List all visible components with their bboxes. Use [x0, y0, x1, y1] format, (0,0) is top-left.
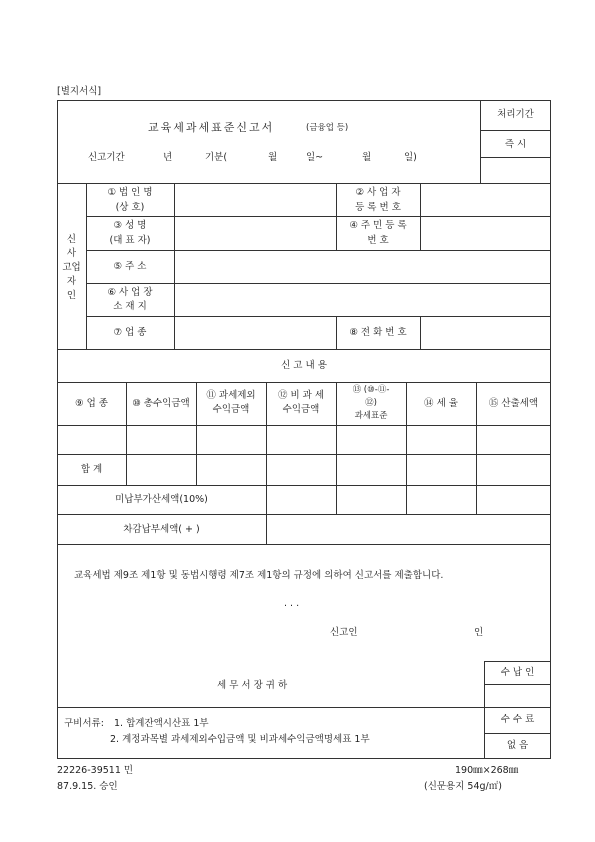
- divider: [420, 316, 421, 349]
- addressee: 세 무 서 장 귀 하: [217, 680, 288, 691]
- reporter-side-label: 인: [66, 290, 77, 301]
- period-day-end: 일): [404, 152, 417, 163]
- col-header-tax-base: ⑬ (⑩-⑪-: [352, 385, 390, 395]
- attachment-item: 1. 합계잔액시산표 1부: [114, 718, 209, 729]
- col-header-computed-tax: ⑮ 산출세액: [488, 398, 539, 409]
- unpaid-penalty-label: 미납부가산세액(10%): [115, 494, 208, 505]
- col-header-nontaxable-sub: 수익금액: [282, 404, 320, 415]
- attachments-label: 구비서류:: [64, 718, 104, 729]
- name-label-sub: (대 표 자): [109, 235, 151, 246]
- reporter-signature-label: 신고인: [330, 627, 358, 638]
- content-header: 신 고 내 용: [281, 360, 327, 371]
- divider: [86, 316, 551, 317]
- col-header-excluded-sub: 수익금액: [212, 404, 250, 415]
- form-title-sub: (금융업 등): [306, 123, 349, 133]
- divider: [480, 157, 551, 158]
- reporter-side-label: 사: [66, 248, 77, 259]
- period-year: 년: [163, 152, 173, 163]
- col-header-total-revenue: ⑩ 총수익금액: [132, 398, 190, 409]
- address-label: ⑤ 주 소: [113, 261, 147, 272]
- period-month-start: 월: [268, 152, 278, 163]
- fee-value: 없 음: [506, 740, 529, 751]
- col-header-excluded: ⑪ 과세제외: [206, 390, 256, 401]
- divider: [86, 283, 551, 284]
- biz-place-label-sub: 소 재 지: [113, 301, 147, 312]
- reporter-side-label: 신: [66, 234, 77, 245]
- net-payable-label: 차감납부세액( + ): [123, 524, 200, 535]
- fee-label: 수 수 료: [500, 714, 535, 725]
- resident-label-sub: 번 호: [367, 235, 389, 246]
- divider: [484, 684, 551, 685]
- col-header-tax-rate: ⑭ 세 율: [424, 398, 458, 409]
- reporter-side-label: 고업: [62, 262, 81, 273]
- corp-name-label: ① 법 인 명: [107, 187, 153, 198]
- total-row-label: 합 계: [80, 464, 103, 475]
- biz-reg-label-sub: 등 록 번 호: [355, 202, 401, 213]
- divider: [420, 183, 421, 250]
- attachment-item: 2. 계정과목별 과세제외수입금액 및 비과세수익금액명세표 1부: [110, 734, 370, 745]
- receipt-label: 수 납 인: [500, 667, 535, 678]
- divider: [57, 544, 551, 545]
- corp-name-label-sub: (상 호): [115, 202, 145, 213]
- date-line: . . .: [284, 598, 300, 609]
- divider: [57, 707, 551, 708]
- processing-value: 즉 시: [504, 139, 527, 150]
- phone-label: ⑧ 전 화 번 호: [349, 327, 407, 338]
- paper-type: (신문용지 54g/㎡): [424, 781, 502, 792]
- divider: [484, 733, 551, 734]
- business-type-label: ⑦ 업 종: [113, 327, 147, 338]
- approval-date: 87.9.15. 승인: [57, 781, 118, 792]
- biz-place-label: ⑥ 사 업 장: [107, 287, 153, 298]
- divider: [484, 661, 551, 662]
- divider: [57, 514, 551, 515]
- divider: [174, 183, 175, 349]
- processing-label: 처리기간: [497, 109, 534, 120]
- paper-size: 190㎜×268㎜: [455, 765, 519, 776]
- form-title: 교육세과세표준신고서: [148, 121, 275, 134]
- period-label: 신고기간: [88, 152, 125, 163]
- reporter-side-label: 자: [66, 276, 77, 287]
- resident-label: ④ 주 민 등 록: [349, 220, 407, 231]
- period-term: 기분(: [205, 152, 228, 163]
- col-header-tax-base-sub: ⑫): [365, 398, 377, 408]
- divider: [57, 349, 551, 350]
- period-month-end: 월: [362, 152, 372, 163]
- seal-mark: 인: [474, 627, 484, 638]
- statement-text: 교육세법 제9조 제1항 및 동법시행령 제7조 제1항의 규정에 의하여 신고서를 제출합니다.: [74, 570, 444, 581]
- form-code: 22226-39511 민: [57, 765, 134, 776]
- period-day-start: 일~: [306, 152, 324, 163]
- divider: [480, 130, 551, 131]
- col-header-tax-base-label: 과세표준: [354, 411, 388, 421]
- name-label: ③ 성 명: [113, 220, 147, 231]
- divider: [86, 216, 551, 217]
- col-header-nontaxable: ⑫ 비 과 세: [277, 390, 325, 401]
- biz-reg-label: ② 사 업 자: [355, 187, 401, 198]
- divider: [57, 183, 551, 184]
- form-tag: [별지서식]: [57, 86, 102, 97]
- col-header-business: ⑨ 업 종: [75, 398, 108, 409]
- divider: [86, 250, 551, 251]
